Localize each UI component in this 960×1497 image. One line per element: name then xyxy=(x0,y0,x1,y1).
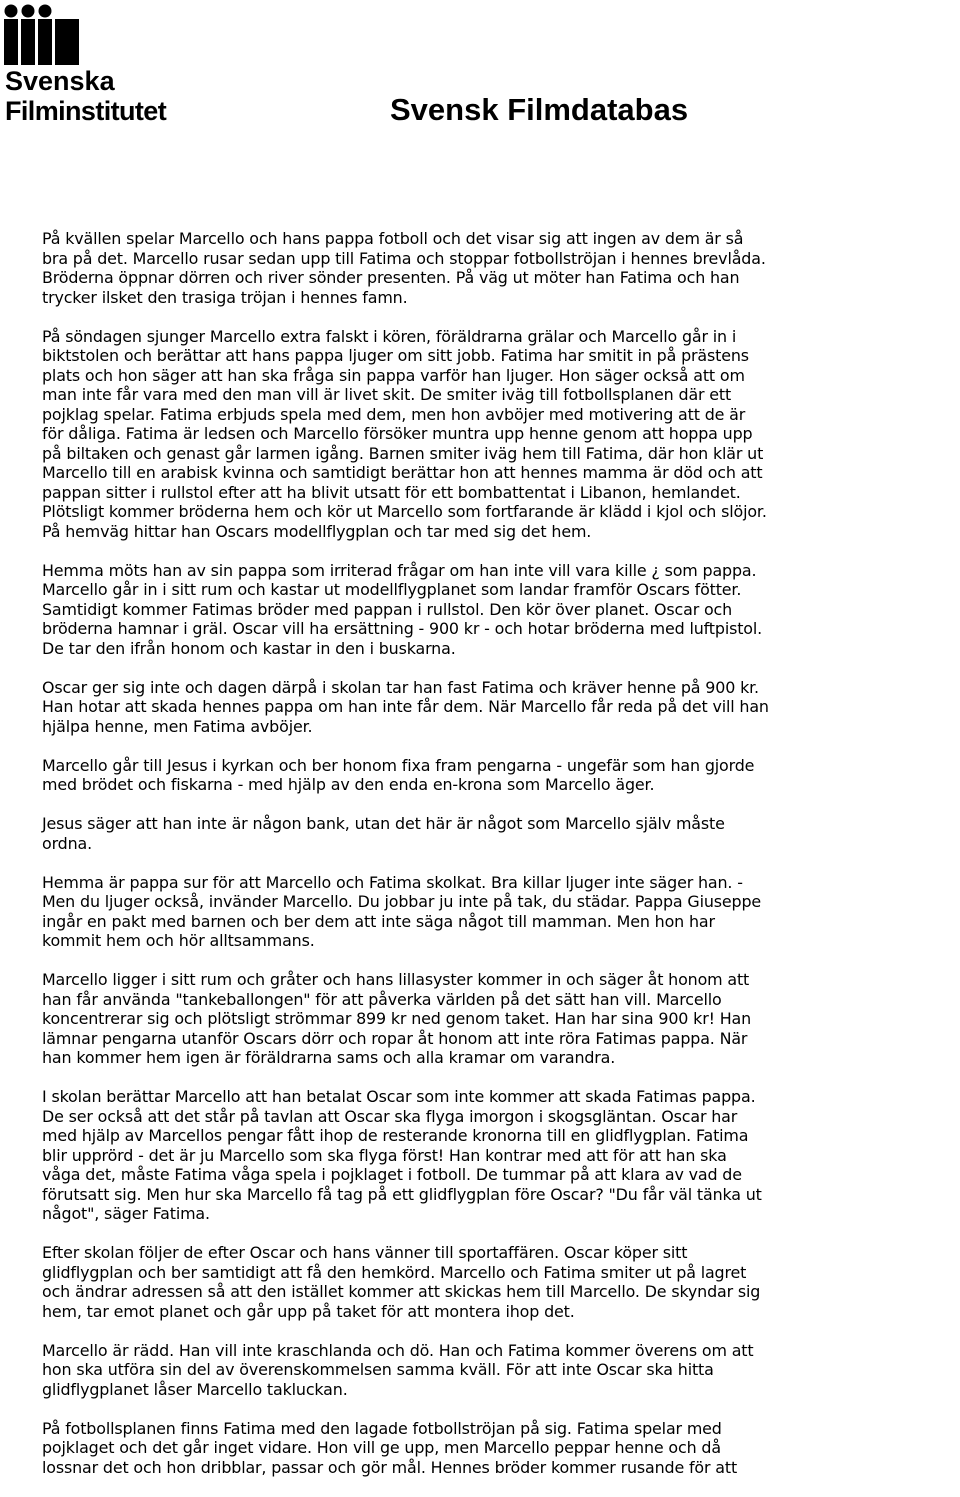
text-line: pojklaget och det går inget vidare. Hon vill ge upp, men Marcello peppar henne och då xyxy=(42,1438,721,1457)
text-line: lossnar det och hon dribblar, passar och gör mål. Hennes bröder kommer rusande för att xyxy=(42,1457,738,1477)
text-line: Men du ljuger också, invänder Marcello. Du jobbar ju inte på tak, du städar. Pappa Giuseppe xyxy=(42,892,762,911)
text-line: plats och hon säger att han ska fråga sin pappa varför han ljuger. Hon säger också att om xyxy=(42,365,745,385)
text-line: ingår en pakt med barnen och ber dem att inte säga något till mamman. Men hon har xyxy=(42,911,715,931)
paragraph xyxy=(42,1419,960,1478)
logo-wordmark-line2: Filminstitutet xyxy=(5,96,167,126)
text-line: hjälpa henne, men Fatima avböjer. xyxy=(42,716,313,736)
text-line: något", säger Fatima. xyxy=(42,1204,210,1223)
text-line: Samtidigt kommer Fatimas bröder med pappan i rullstol. Den kör över planet. Oscar och xyxy=(42,599,733,619)
paragraph xyxy=(42,561,960,659)
text-line: Bröderna öppnar dörren och river sönder presenten. På väg ut möter han Fatima och han xyxy=(42,268,740,287)
text-line: De ser också att det står på tavlan att Oscar ska flyga imorgon i skogsgläntan. Oscar har xyxy=(42,1106,738,1126)
text-line: koncentrerar sig och plötsligt strömmar 899 kr ned genom taket. Han har sina 900 kr! Han xyxy=(42,1009,752,1028)
article-body xyxy=(42,229,960,1497)
logo-bars-graphic xyxy=(4,19,80,65)
text-line: pappan sitter i rullstol efter att ha blivit utsatt för ett bombattentat i Libanon, hemlandet. xyxy=(42,482,741,502)
text-line: man inte får vara med den man vill är livet skit. De smiter iväg till fotbollsplanen där ett xyxy=(42,385,732,404)
text-line: ordna. xyxy=(42,833,93,853)
text-line: hon ska utföra sin del av överenskommelsen samma kväll. För att inte Oscar ska hitta xyxy=(42,1360,714,1379)
text-line: glidflygplan och ber samtidigt att få den hemkörd. Marcello och Fatima smiter ut på lagret xyxy=(42,1262,747,1282)
text-line: bra på det. Marcello rusar sedan upp till Fatima och stoppar fotbollströjan i hennes brevlåda. xyxy=(42,248,766,268)
text-line: Oscar ger sig inte och dagen därpå i skolan tar han fast Fatima och kräver henne på 900 kr. xyxy=(42,677,759,697)
site-title: Svensk Filmdatabas xyxy=(390,92,689,127)
text-line: Plötsligt kommer bröderna hem och kör ut Marcello som fortfarande är klädd i kjol och slöjor. xyxy=(42,502,767,521)
text-line: Marcello går in i sitt rum och kastar ut modellflygplanet som landar framför Oscars fötter. xyxy=(42,580,742,599)
text-line: han kommer hem igen är föräldrarna sams och alla kramar om varandra. xyxy=(42,1048,616,1067)
paragraph xyxy=(42,327,960,542)
text-line: Marcello går till Jesus i kyrkan och ber honom fixa fram pengarna - ungefär som han gjorde xyxy=(42,755,755,775)
text-line: På söndagen sjunger Marcello extra falskt i kören, föräldrarna grälar och Marcello går in i xyxy=(42,326,737,346)
text-line: och ändrar adressen så att den istället kommer att skickas hem till Marcello. De skyndar sig xyxy=(42,1282,761,1301)
text-line: glidflygplanet låser Marcello takluckan. xyxy=(42,1379,348,1399)
paragraph xyxy=(42,873,960,951)
text-line: På hemväg hittar han Oscars modellflygplan och tar med sig det hem. xyxy=(42,521,592,541)
text-line: Hemma är pappa sur för att Marcello och Fatima skolkat. Bra killar ljuger inte säger han. - xyxy=(42,872,743,892)
text-line: lämnar pengarna utanför Oscars dörr och ropar åt honom att inte röra Fatimas pappa. När xyxy=(42,1028,748,1048)
text-line: med brödet och fiskarna - med hjälp av den enda en-krona som Marcello äger. xyxy=(42,775,655,794)
paragraph xyxy=(42,1243,960,1321)
text-line: bröderna hamnar i gräl. Oscar vill ha ersättning - 900 kr - och hotar bröderna med luftpistol. xyxy=(42,619,763,638)
text-line: Marcello ligger i sitt rum och gråter och hans lillasyster kommer in och säger åt honom att xyxy=(42,970,750,989)
paragraph xyxy=(42,970,960,1068)
text-line: På fotbollsplanen finns Fatima med den lagade fotbollströjan på sig. Fatima spelar med xyxy=(42,1418,722,1438)
paragraph xyxy=(42,1341,960,1400)
text-line: för dåliga. Fatima är ledsen och Marcello försöker muntra upp henne genom att hoppa upp xyxy=(42,424,753,443)
logo xyxy=(4,4,204,124)
text-line: På kvällen spelar Marcello och hans pappa fotboll och det visar sig att ingen av dem är så xyxy=(42,229,744,248)
paragraph xyxy=(42,756,960,795)
text-line: han får använda "tankeballongen" för att påverka världen på det sätt han vill. Marcello xyxy=(42,989,722,1009)
text-line: på biltaken och genast går larmen igång. Barnen smiter iväg hem till Fatima, där hon klär ut xyxy=(42,443,764,463)
text-line: blir upprörd - det är ju Marcello som ska flyga först! Han kontrar med att för att han ska xyxy=(42,1145,727,1165)
text-line: förutsatt sig. Men hur ska Marcello få tag på ett glidflygplan före Oscar? "Du får väl tänka ut xyxy=(42,1184,762,1204)
paragraph xyxy=(42,229,960,307)
text-line: hem, tar emot planet och går upp på taket för att montera ihop det. xyxy=(42,1301,575,1321)
text-line: våga det, måste Fatima våga spela i pojklaget i fotboll. De tummar på att klara av vad de xyxy=(42,1165,742,1184)
text-line: De tar den ifrån honom och kastar in den i buskarna. xyxy=(42,638,456,658)
paragraph xyxy=(42,678,960,737)
text-line: I skolan berättar Marcello att han betalat Oscar som inte kommer att skada Fatimas pappa. xyxy=(42,1087,756,1106)
logo-wordmark-line1: Svenska xyxy=(5,66,115,96)
paragraph xyxy=(42,1087,960,1224)
text-line: Marcello till en arabisk kvinna och samtidigt berättar hon att hennes mamma är död och att xyxy=(42,463,763,482)
text-line: Hemma möts han av sin pappa som irriterad frågar om han inte vill vara kille ¿ som pappa. xyxy=(42,560,757,580)
text-line: Efter skolan följer de efter Oscar och hans vänner till sportaffären. Oscar köper sitt xyxy=(42,1243,688,1262)
text-line: biktstolen och berättar att hans pappa ljuger om sitt jobb. Fatima har smitit in på prästens xyxy=(42,346,749,365)
text-line: pojklag spelar. Fatima erbjuds spela med dem, men hon avböjer med motivering att de är xyxy=(42,404,746,424)
paragraph xyxy=(42,814,960,853)
text-line: Han hotar att skada hennes pappa om han inte får dem. När Marcello får reda på det vill han xyxy=(42,697,769,716)
text-line: trycker ilsket den trasiga tröjan i hennes famn. xyxy=(42,287,408,307)
text-line: med hjälp av Marcellos pengar fått ihop de resterande kronorna till en glidflygplan. Fatima xyxy=(42,1126,749,1145)
text-line: Jesus säger att han inte är någon bank, utan det här är något som Marcello själv måste xyxy=(42,814,725,833)
logo-dots-graphic xyxy=(4,4,52,18)
text-line: Marcello är rädd. Han vill inte kraschlanda och dö. Han och Fatima kommer överens om att xyxy=(42,1340,754,1360)
text-line: kommit hem och hör alltsammans. xyxy=(42,931,315,950)
